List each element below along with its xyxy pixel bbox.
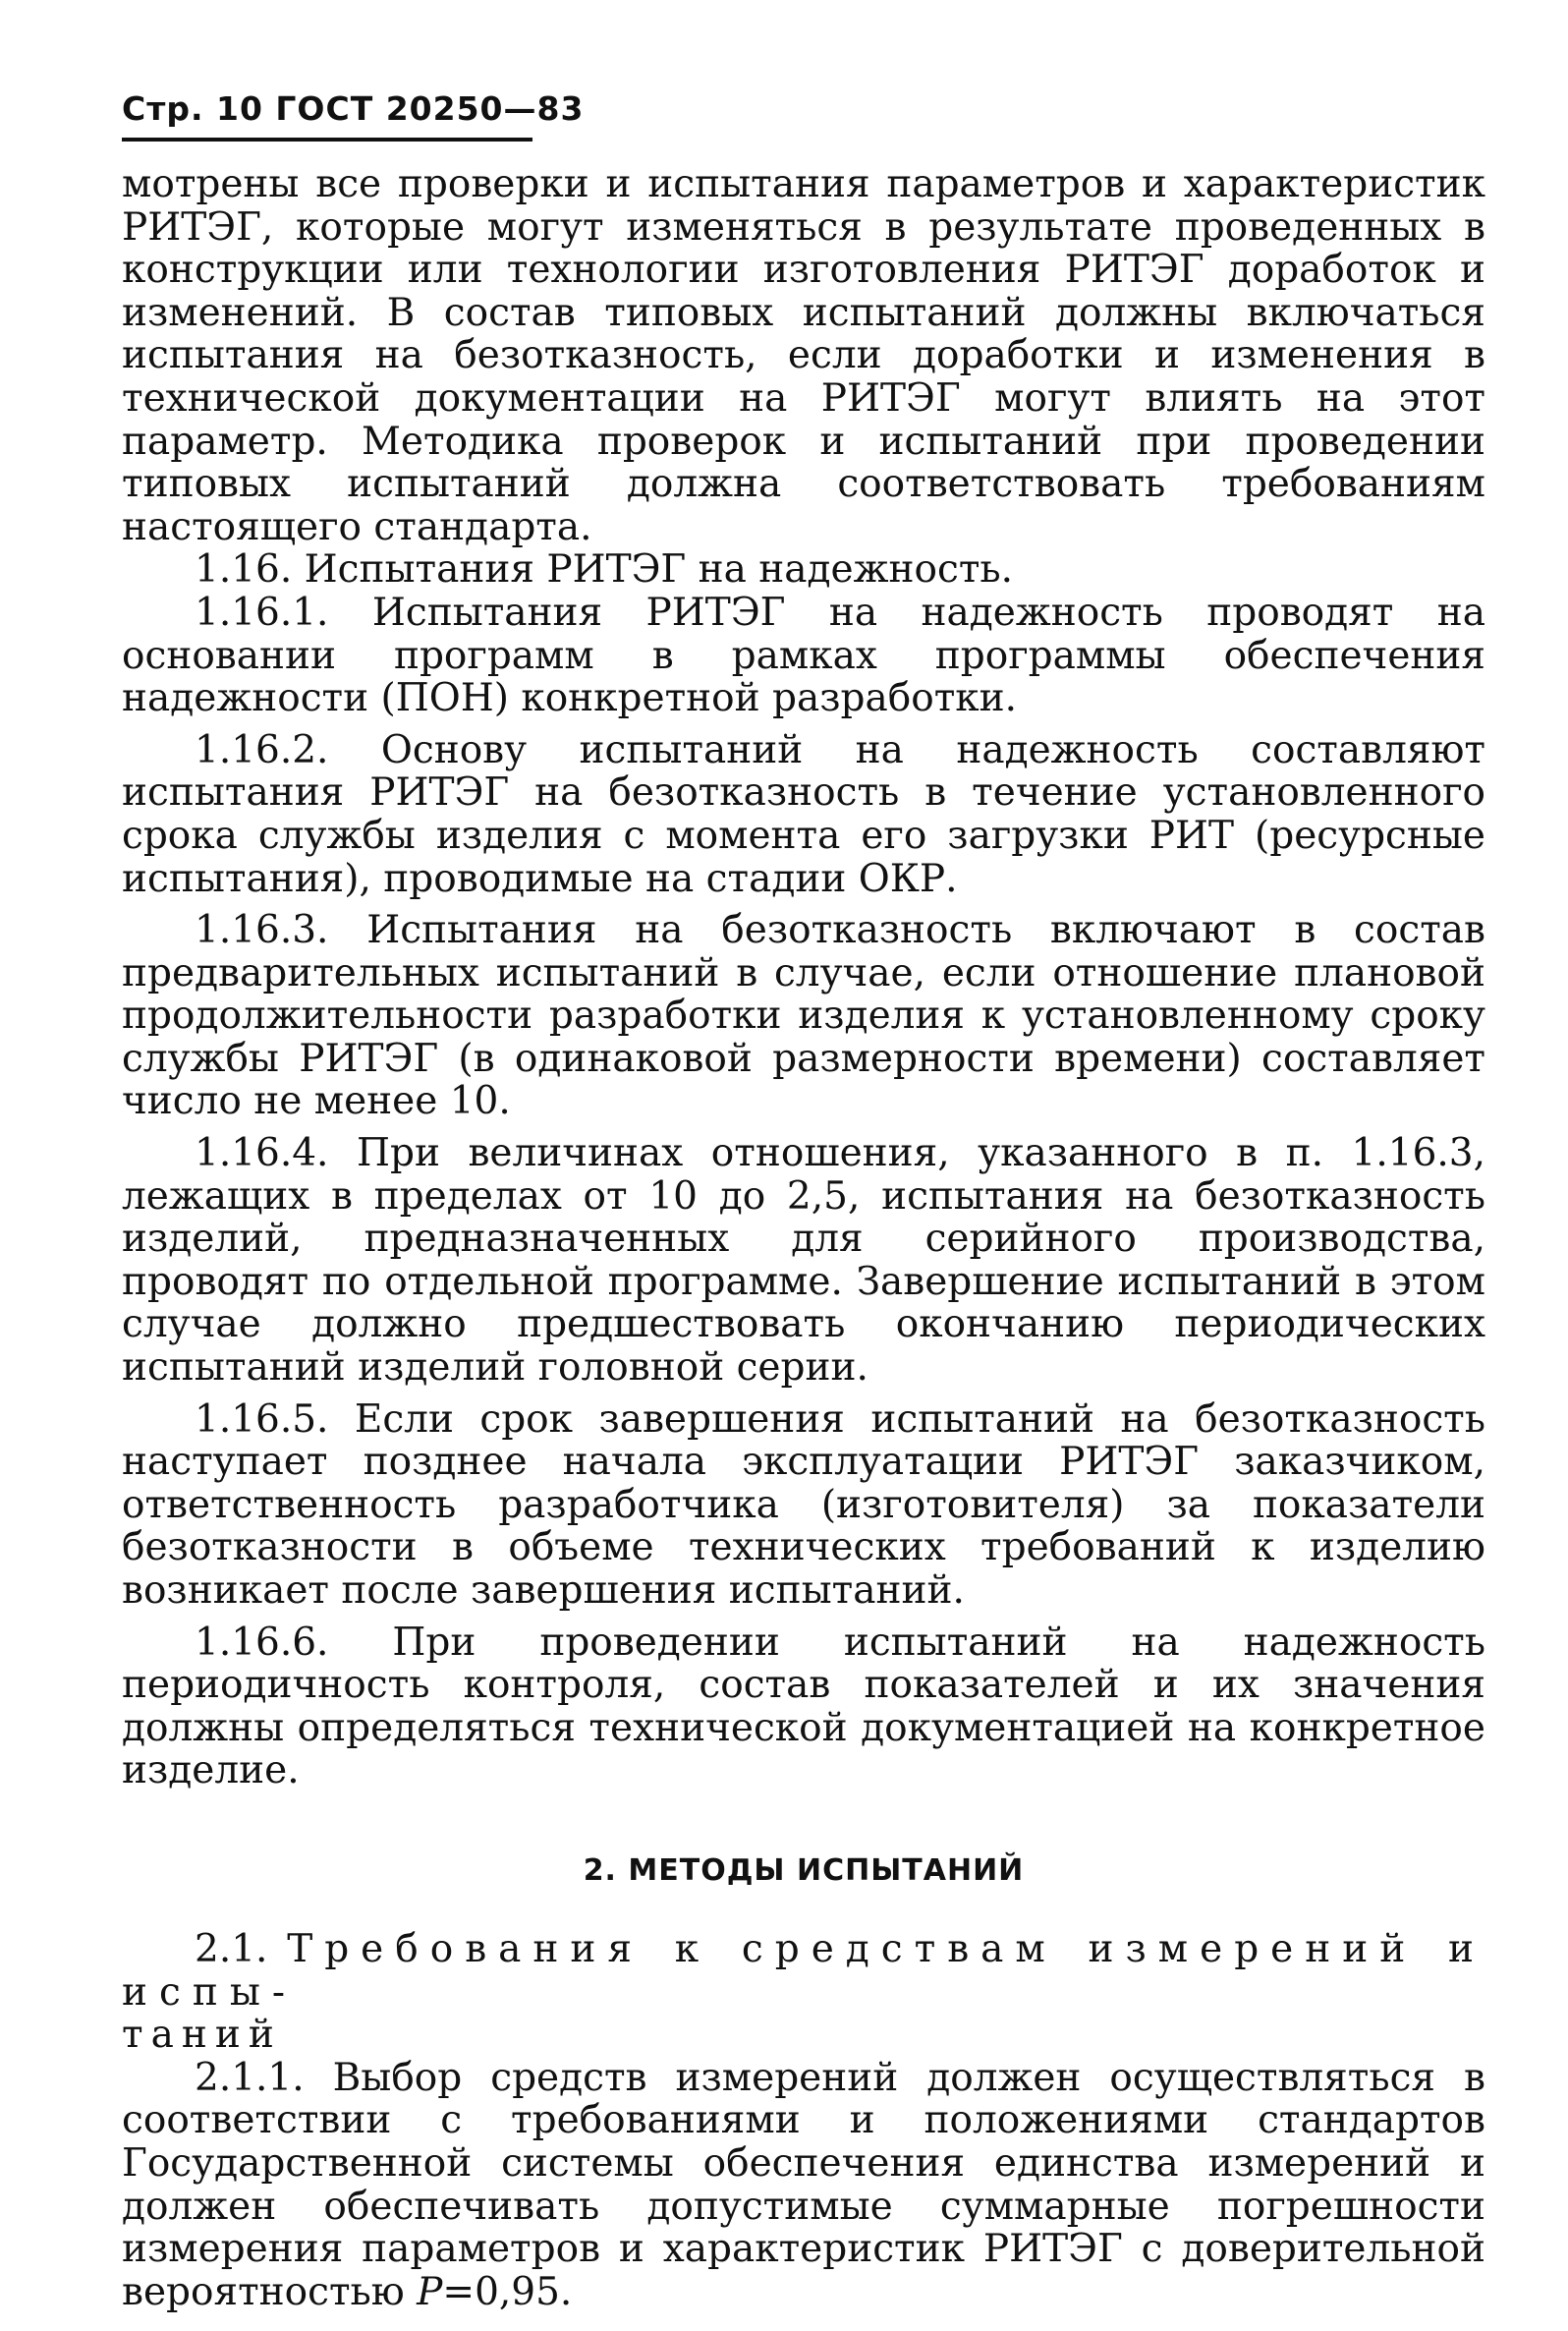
subsection-title-line-2: таний	[122, 2013, 282, 2058]
paragraph-1-16-5: 1.16.5. Если срок завершения испытаний на безотказность наступает позднее начала эксплуатации РИТЭГ заказчиком, ответственность разработчика (изготовителя) за показатели безотказности в объеме технических требований к изделию возникает после завершения испытаний.	[122, 1396, 1485, 1613]
subsection-title-line-1: Требования к средствам измерений и испы-	[122, 1926, 1485, 2015]
paragraph-1-16: 1.16. Испытания РИТЭГ на надежность.	[195, 547, 1014, 593]
probability-variable: P	[417, 2269, 443, 2314]
document-page	[122, 86, 1485, 2313]
running-head: Стр. 10 ГОСТ 20250—83	[122, 89, 585, 128]
paragraph-1-16-6: 1.16.6. При проведении испытаний на надежность периодичность контроля, состав показателей и их значения должны определяться технической документацией на конкретное изделие.	[122, 1620, 1485, 1793]
paragraph-1-16-2: 1.16.2. Основу испытаний на надежность составляют испытания РИТЭГ на безотказность в течение установленного срока службы изделия с момента его загрузки РИТ (ресурсные испытания), проводимые на стадии ОКР.	[122, 727, 1485, 901]
paragraph-1-16-4: 1.16.4. При величинах отношения, указанного в п. 1.16.3, лежащих в пределах от 10 до 2,5, испытания на безотказность изделий, предназначенных для серийного производства, проводят по отдельной программе. Завершение испытаний в этом случае должно предшествовать окончанию периодических испытаний изделий головной серии.	[122, 1131, 1485, 1391]
paragraph-continuation: мотрены все проверки и испытания параметров и характеристик РИТЭГ, которые могут изменяться в результате проведенных в конструкции или технологии изготовления РИТЭГ доработок и изменений. В состав типовых испытаний должны включаться испытания на безотказность, если доработки и изменения в технической документации на РИТЭГ могут влиять на этот параметр. Методика проверок и испытаний при проведении типовых испытаний должна соответствовать требованиям настоящего стандарта.	[122, 162, 1485, 549]
probability-value: =0,95.	[442, 2269, 573, 2314]
paragraph-2-1-1-text: 2.1.1. Выбор средств измерений должен осуществляться в соответствии с требованиями и положениями стандартов Государственной системы обеспечения единства измерений и должен обеспечивать допустимые суммарные погрешности измерения параметров и характеристик РИТЭГ с доверительной вероятностью	[122, 2055, 1485, 2314]
header-rule	[122, 138, 532, 142]
paragraph-1-16-3: 1.16.3. Испытания на безотказность включают в состав предварительных испытаний в случае, если отношение плановой продолжительности разработки изделия к установленному сроку службы РИТЭГ (в одинаковой размерности времени) составляет число не менее 10.	[122, 908, 1485, 1124]
paragraph-1-16-1: 1.16.1. Испытания РИТЭГ на надежность проводят на основании программ в рамках программы обеспечения надежности (ПОН) конкретной разработки.	[122, 590, 1485, 721]
subsection-title-2-1	[122, 1928, 1485, 2057]
section-heading: 2. МЕТОДЫ ИСПЫТАНИЙ	[583, 1852, 1025, 1888]
paragraph-2-1-1	[122, 2057, 1485, 2314]
subsection-number: 2.1.	[195, 1926, 268, 1971]
